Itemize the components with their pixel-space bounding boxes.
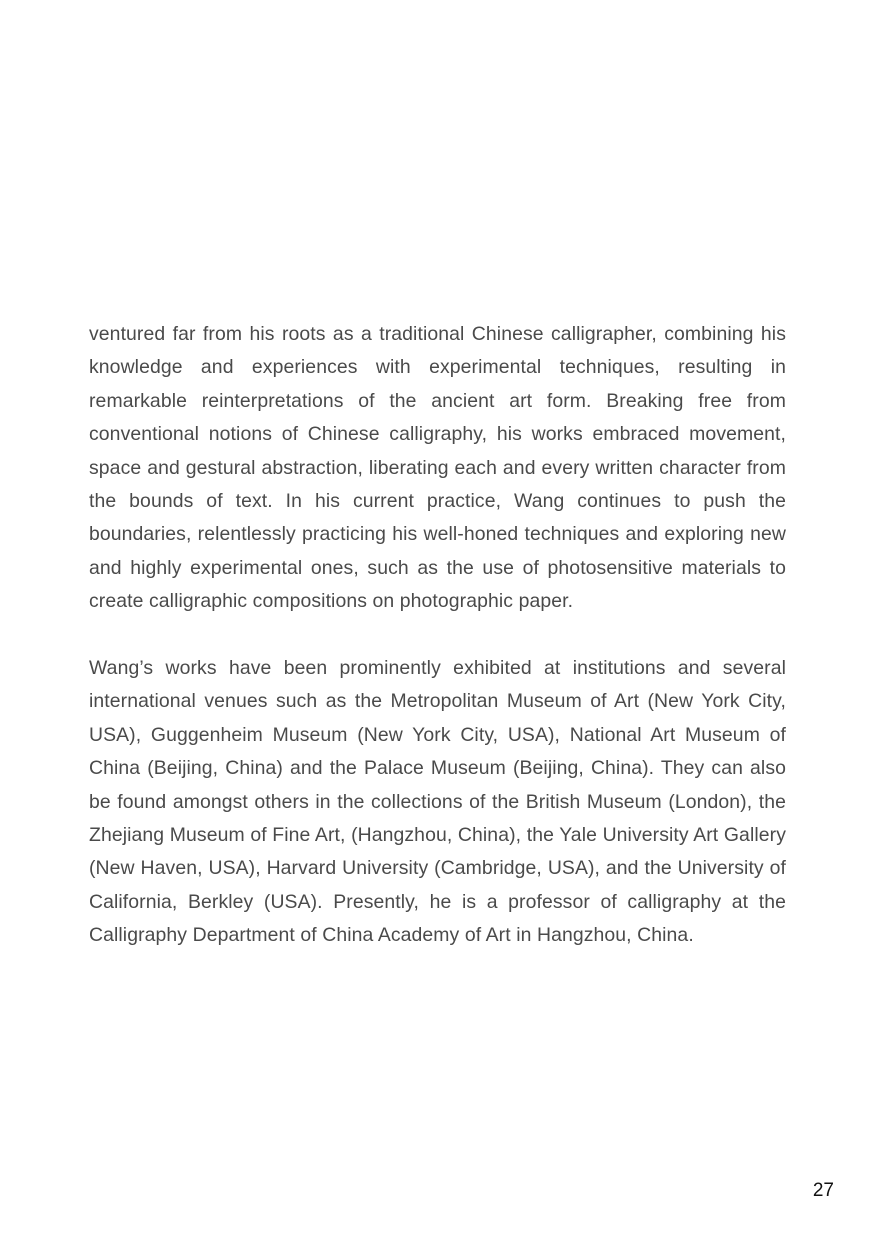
paragraph-2: Wang’s works have been prominently exhibited at institutions and several international venues such as the Metropolitan Museum of Art (New York City, USA), Guggenheim Museum (New York City, USA), National Art Museum of China (Beijing, China) and the Palace Museum (Beijing, China). They can also be found amongst others in the collections of the British Museum (London), the Zhejiang Museum of Fine Art, (Hangzhou, China), the Yale University Art Gallery (New Haven, USA), Harvard University (Cambridge, USA), and the University of California, Berkley (USA). Presently, he is a professor of calligraphy at the Calligraphy Department of China Academy of Art in Hangzhou, China. — [89, 657, 786, 947]
page-number: 27 — [812, 1180, 834, 1201]
body-text — [89, 318, 786, 953]
paragraph-1: ventured far from his roots as a traditional Chinese calligrapher, combining his knowledge and experiences with experimental techniques, resulting in remarkable reinterpretations of the ancient art form. Breaking free from conventional notions of Chinese calligraphy, his works embraced movement, space and gestural abstraction, liberating each and every written character from the bounds of text. In his current practice, Wang continues to push the boundaries, relentlessly practicing his well-honed techniques and exploring new and highly experimental ones, such as the use of photosensitive materials to create calligraphic compositions on photographic paper. — [89, 323, 786, 613]
